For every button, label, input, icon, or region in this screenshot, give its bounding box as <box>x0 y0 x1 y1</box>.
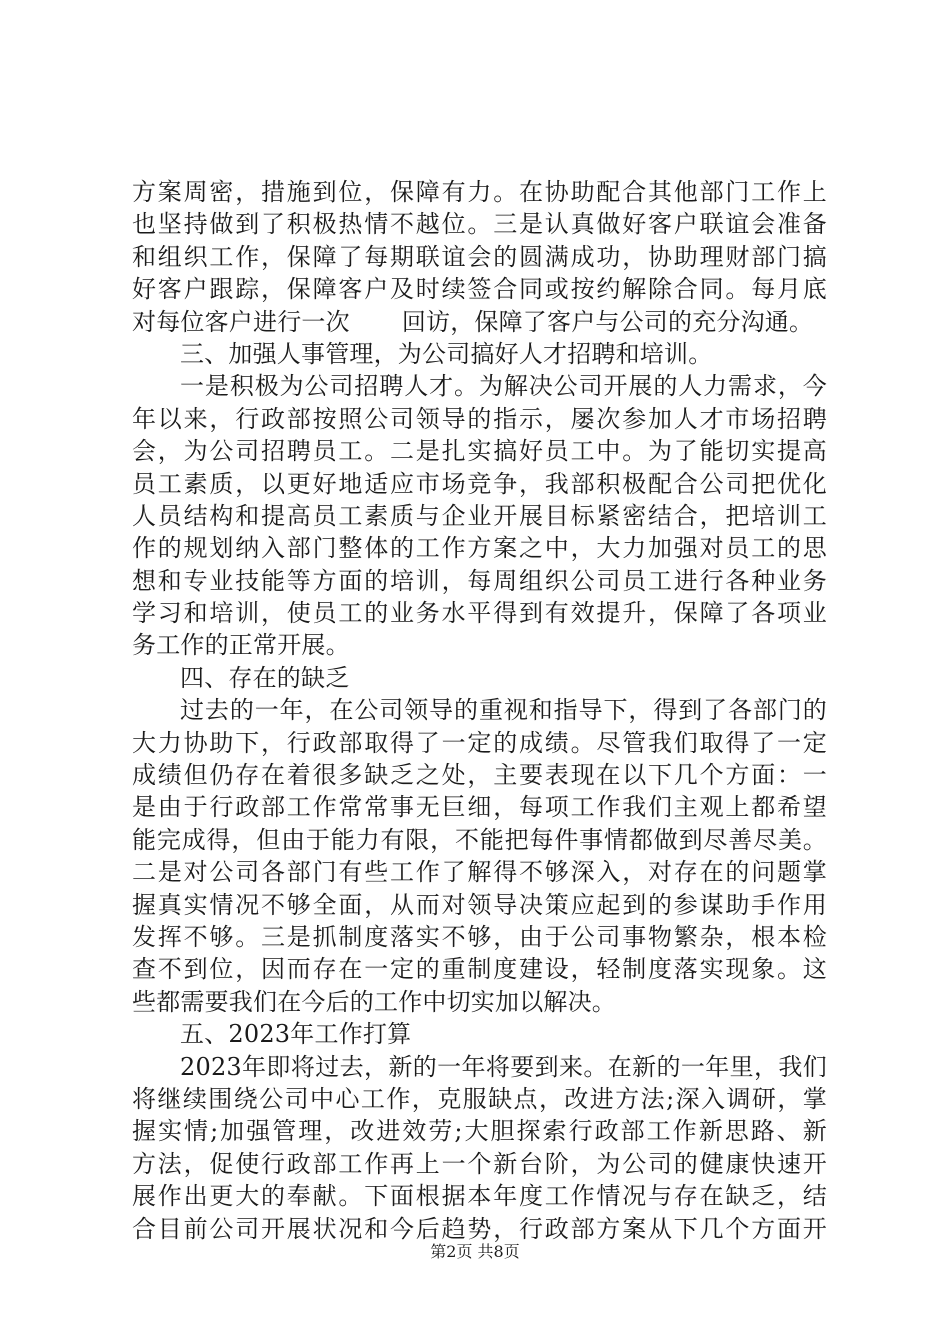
text-line: 年以来，行政部按照公司领导的指示，屡次参加人才市场招聘 <box>132 404 827 433</box>
text-line: 将继续围绕公司中心工作，克服缺点，改进方法;深入调研，掌 <box>132 1084 827 1113</box>
document-body <box>132 176 827 1245</box>
text-line: 展作出更大的奉献。下面根据本年度工作情况与存在缺乏，结 <box>132 1182 827 1211</box>
text-line: 过去的一年，在公司领导的重视和指导下，得到了各部门的 <box>180 696 827 725</box>
text-line: 方案周密，措施到位，保障有力。在协助配合其他部门工作上 <box>132 178 827 206</box>
section-heading: 五、2023年工作打算 <box>180 1020 412 1049</box>
text-line: 发挥不够。三是抓制度落实不够，由于公司事物繁杂，根本检 <box>132 922 827 951</box>
text-line: 能完成得，但由于能力有限，不能把每件事情都做到尽善尽美。 <box>132 825 827 854</box>
text-line <box>132 306 827 338</box>
text-line: 人员结构和提高员工素质与企业开展目标紧密结合，把培训工 <box>132 501 827 530</box>
section-heading: 三、加强人事管理，为公司搞好人才招聘和培训。 <box>180 339 713 368</box>
text-line: 是由于行政部工作常常事无巨细，每项工作我们主观上都希望 <box>132 793 827 822</box>
section-heading: 四、存在的缺乏 <box>180 663 350 692</box>
text-line: 成绩但仍存在着很多缺乏之处，主要表现在以下几个方面：一 <box>132 761 827 790</box>
text-line: 想和专业技能等方面的培训，每周组织公司员工进行各种业务 <box>132 566 827 595</box>
text-line: 会，为公司招聘员工。二是扎实搞好员工中。为了能切实提高 <box>132 437 827 466</box>
text-line: 学习和培训，使员工的业务水平得到有效提升，保障了各项业 <box>132 599 827 628</box>
text-line: 也坚持做到了积极热情不越位。三是认真做好客户联谊会准备 <box>132 210 827 239</box>
text-line: 些都需要我们在今后的工作中切实加以解决。 <box>132 987 616 1016</box>
text-segment: 回访，保障了客户与公司的充分沟通。 <box>401 307 814 336</box>
text-segment: 对每位客户进行一次 <box>132 307 350 336</box>
text-line: 作的规划纳入部门整体的工作方案之中，大力加强对员工的思 <box>132 534 827 563</box>
text-line: 员工素质，以更好地适应市场竞争，我部积极配合公司把优化 <box>132 469 827 498</box>
text-line: 二是对公司各部门有些工作了解得不够深入，对存在的问题掌 <box>132 858 827 887</box>
text-line: 方法，促使行政部工作再上一个新台阶，为公司的健康快速开 <box>132 1149 827 1178</box>
text-line: 握实情;加强管理，改进效劳;大胆探索行政部工作新思路、新 <box>132 1117 827 1146</box>
text-line: 好客户跟踪，保障客户及时续签合同或按约解除合同。每月底 <box>132 275 827 304</box>
text-line: 一是积极为公司招聘人才。为解决公司开展的人力需求，今 <box>180 372 827 401</box>
text-line: 务工作的正常开展。 <box>132 631 350 660</box>
text-line: 握真实情况不够全面，从而对领导决策应起到的参谋助手作用 <box>132 890 827 919</box>
text-line: 合目前公司开展状况和今后趋势，行政部方案从下几个方面开 <box>132 1214 827 1243</box>
text-line: 大力协助下，行政部取得了一定的成绩。尽管我们取得了一定 <box>132 728 827 757</box>
text-line: 和组织工作，保障了每期联谊会的圆满成功，协助理财部门搞 <box>132 242 827 271</box>
text-line: 查不到位，因而存在一定的重制度建设，轻制度落实现象。这 <box>132 955 827 984</box>
page-number: 第2页 共8页 <box>430 1242 520 1261</box>
text-line: 2023年即将过去，新的一年将要到来。在新的一年里，我们 <box>180 1052 827 1081</box>
